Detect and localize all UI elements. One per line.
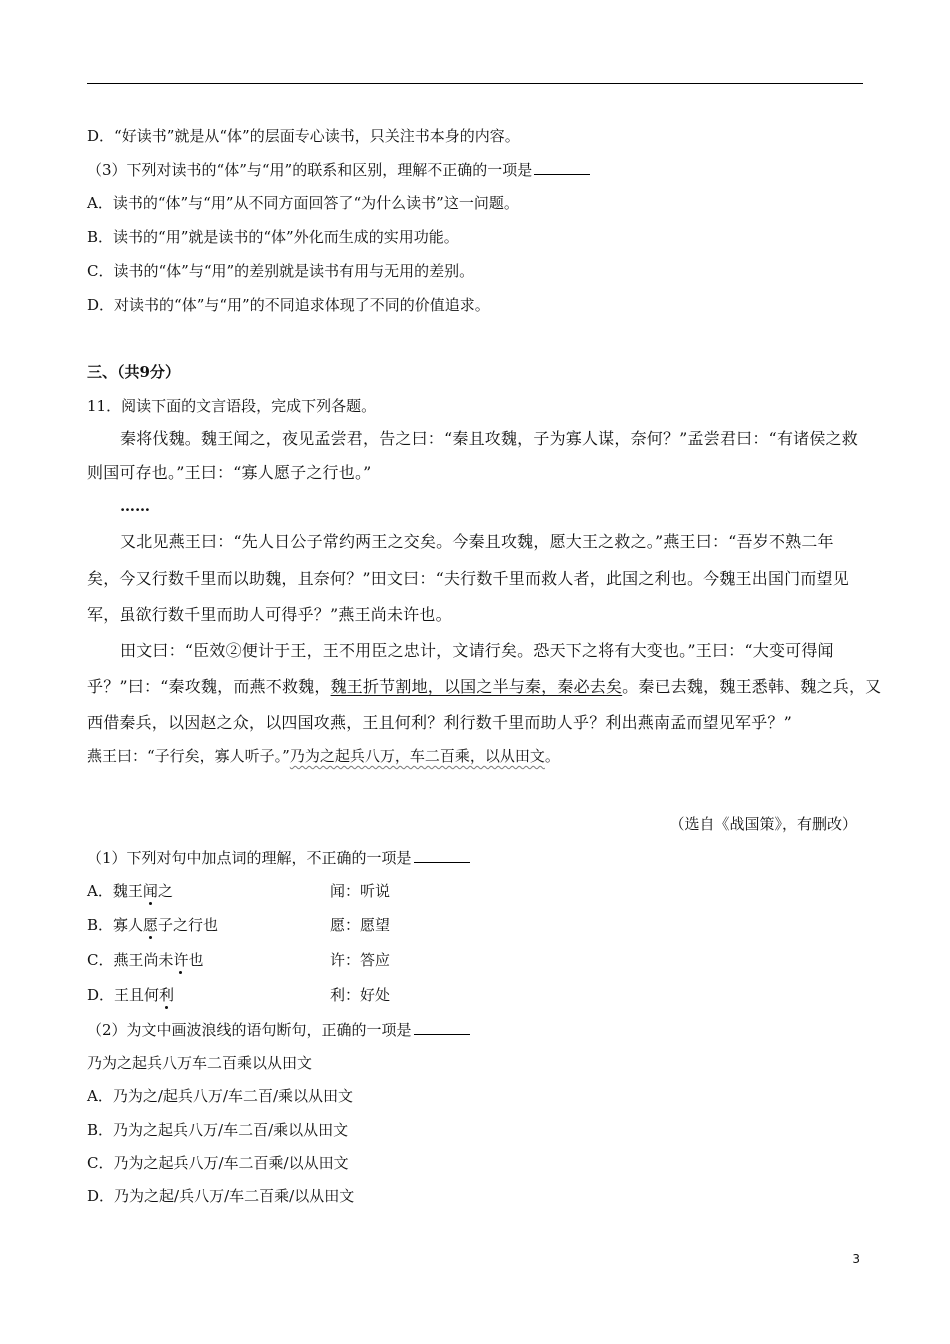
dotted-word: 闻: [142, 882, 158, 900]
q10-sub3-stem-text: （3）下列对读书的“体”与“用”的联系和区别，理解不正确的一项是: [87, 161, 533, 179]
q11-1-option-a: [87, 881, 173, 901]
header-rule: [87, 83, 863, 84]
passage-p1-line1: 秦将伐魏。魏王闻之，夜见孟尝君，告之曰：“秦且攻魏，子为寡人谋，奈何？”孟尝君曰：“有诸侯之救: [120, 429, 858, 448]
passage-p3-line4-before: 燕王曰：“子行矣，寡人听子。”: [87, 747, 290, 765]
passage-p3-line1: 田文曰：“臣效②便计于王，王不用臣之忠计，文请行矣。恐天下之将有大变也。”王曰：“大变可得闻: [120, 641, 834, 660]
option-text: 也: [188, 951, 204, 969]
q11-1-option-d-meaning: 利：好处: [330, 986, 391, 1004]
q11-1-option-b: [87, 915, 218, 935]
option-text: 子之行也: [158, 916, 219, 934]
option-text: 之: [157, 882, 173, 900]
dotted-word: 利: [159, 986, 175, 1004]
q11-2-stem-text: （2）为文中画波浪线的语句断句，正确的一项是: [87, 1021, 412, 1039]
section-heading: 三、（共9分）: [87, 363, 180, 381]
underlined-sentence: 魏王折节割地，以国之半与秦，秦必去矣: [330, 677, 623, 696]
option-text: C．燕王尚未: [87, 951, 174, 969]
q11-2-option-a: A．乃为之/起兵八万/车二百/乘以从田文: [87, 1087, 353, 1105]
source-citation: （选自《战国策》，有删改）: [669, 815, 857, 833]
q11-2-option-c: C．乃为之起兵八万/车二百乘/以从田文: [87, 1154, 349, 1172]
dotted-word: 许: [173, 951, 189, 969]
passage-p2-line1: 又北见燕王曰：“先人日公子常约两王之交矣。今秦且攻魏，愿大王之救之。”燕王曰：“吾岁不熟二年: [120, 532, 834, 551]
wavy-underlined-sentence: 乃为之起兵八万，车二百乘，以从田文: [289, 747, 545, 765]
q11-intro: 11．阅读下面的文言语段，完成下列各题。: [87, 397, 377, 415]
passage-p3-line2: [87, 677, 881, 697]
q10-sub3-option-c: C．读书的“体”与“用”的差别就是读书有用与无用的差别。: [87, 262, 475, 280]
passage-p1-line2: 则国可存也。”王曰：“寡人愿子之行也。”: [87, 463, 372, 482]
q11-2-option-d: D．乃为之起/兵八万/车二百乘/以从田文: [87, 1187, 355, 1205]
passage-p3-line4: [87, 746, 560, 766]
option-text: A．魏王: [87, 882, 143, 900]
passage-p3-line2-before: 乎？”曰：“秦攻魏，而燕不救魏，: [87, 677, 331, 696]
passage-p2-line2: 矣，今又行数千里而以助魏，且奈何？”田文曰：“夫行数千里而救人者，此国之利也。今魏王出国门而望见: [87, 569, 849, 588]
q11-1-stem-text: （1）下列对句中加点词的理解，不正确的一项是: [87, 849, 412, 867]
passage-p2-line3: 军，虽欲行数千里而助人可得乎？”燕王尚未许也。: [87, 605, 452, 624]
answer-blank[interactable]: [414, 1033, 470, 1035]
answer-blank[interactable]: [414, 861, 470, 863]
q10-option-d: D．“好读书”就是从“体”的层面专心读书，只关注书本身的内容。: [87, 127, 520, 145]
passage-ellipsis: ……: [120, 497, 150, 515]
q10-sub3-option-d: D．对读书的“体”与“用”的不同追求体现了不同的价值追求。: [87, 296, 490, 314]
q11-1-option-a-meaning: 闻：听说: [330, 882, 391, 900]
option-text: B．寡人: [87, 916, 144, 934]
q11-1-option-c-meaning: 许：答应: [330, 951, 391, 969]
option-text: D．王且何: [87, 986, 160, 1004]
q10-sub3-option-a: A．读书的“体”与“用”从不同方面回答了“为什么读书”这一问题。: [87, 194, 519, 212]
q11-1-option-c: [87, 950, 204, 970]
q10-sub3-stem: [87, 160, 590, 180]
q11-2-option-b: B．乃为之起兵八万/车二百/乘以从田文: [87, 1121, 349, 1139]
answer-blank[interactable]: [534, 173, 590, 175]
q11-1-option-b-meaning: 愿：愿望: [330, 916, 391, 934]
passage-p3-line4-after: 。: [544, 747, 560, 765]
passage-p3-line3: 西借秦兵，以因赵之众，以四国攻燕，王且何利？利行数千里而助人乎？利出燕南孟而望见军乎？”: [87, 713, 792, 732]
passage-p3-line2-after: 。秦已去魏，魏王悉韩、魏之兵，又: [622, 677, 882, 696]
q11-2-stem: [87, 1020, 470, 1040]
q11-1-option-d: [87, 985, 174, 1005]
page-number: 3: [852, 1252, 860, 1266]
q11-1-stem: [87, 848, 470, 868]
q10-sub3-option-b: B．读书的“用”就是读书的“体”外化而生成的实用功能。: [87, 228, 459, 246]
q11-2-sentence: 乃为之起兵八万车二百乘以从田文: [87, 1054, 313, 1072]
dotted-word: 愿: [143, 916, 159, 934]
